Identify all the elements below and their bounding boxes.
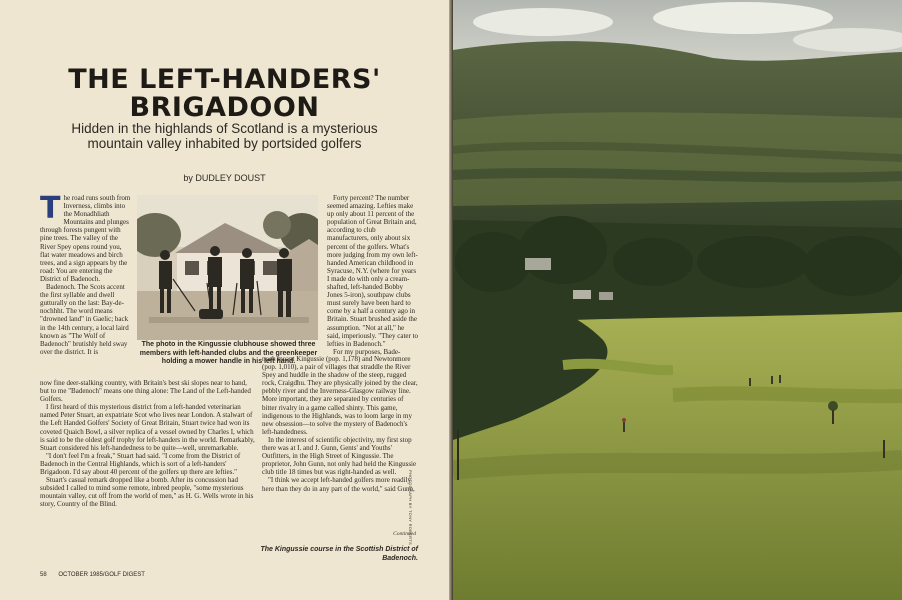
body-column-bottom-left — [40, 379, 255, 509]
golf-course-landscape — [453, 0, 902, 600]
clubhouse-photo-image — [137, 195, 318, 340]
body-paragraph: Badenoch. The Scots accent the first syllable and dwell gutturally on the last: Bay-de-nochhht. The word means "drowned land" in Gaelic; back in the 14th century, a local laird known as "The Wolf of Badenoch" brutishly held sway over the district. It is — [40, 283, 129, 356]
issue-line: OCTOBER 1985/GOLF DIGEST — [58, 572, 145, 578]
folio — [40, 572, 155, 578]
title-line-1: THE LEFT-HANDERS' — [68, 64, 381, 95]
golf-course-photo — [453, 0, 902, 600]
clubhouse-photo — [137, 195, 318, 340]
drop-cap: T — [40, 191, 61, 226]
body-paragraph: Forty percent? The number seemed amazing. Lefties make up only about 11 percent of the population of Great Britain and, according to club manufacturers, only about six percent of the golfers. What's more judging from my own left-handed American childhood in Syracuse, N.Y. (where for years I made do with only a cream-shafted, left-handed Bobby Jones 5-iron), southpaw clubs must surely have been hard to come by a half a century ago in Britain. Stuart brushed aside the assumption. "Not at all," he said, imperiously. "They cater to lefties in Badenoch." — [327, 194, 419, 348]
first-paragraph-text: he road runs south from Inverness, climbs into the Monadhliath Mountains and plunges through forests pungent with pine trees. The valley of the River Spey opens round you, flat water meadows and birch trees, and a sign appears by the road: You are entering the District of Badenoch. — [40, 194, 131, 283]
first-paragraph — [40, 191, 132, 283]
title-line-2: BRIGADOON — [129, 92, 320, 123]
body-paragraph: now fine deer-stalking country, with Britain's best ski slopes near to hand, but to me "Badenoch" means one thing alone: The Land of the Left-handed Golfers. — [40, 379, 251, 404]
body-paragraph: In the interest of scientific objectivity, my first stop there was at I. and J. Gunn, Gents' and Youths' Outfitters, in the High Street of Kingussie. The proprietor, John Gunn, not only had held the Kingussie club title 18 times but was right-handed as well. — [262, 435, 417, 477]
course-caption: The Kingussie course in the Scottish District of Badenoch. — [260, 546, 418, 562]
body-column-right — [327, 194, 419, 356]
body-column-bottom-right — [262, 355, 418, 493]
body-paragraph: Stuart's casual remark dropped like a bomb. After its concussion had subsided I called to mind some remote, inbred people, "some mysterious mountain valley, cut off from the world of men," as H. G. Wells wrote in his story, Country of the Blind. — [40, 476, 254, 509]
page-number: 58 — [40, 572, 47, 578]
article-subtitle: Hidden in the highlands of Scotland is a mysterious mountain valley inhabited by portsided golfers — [71, 121, 378, 151]
left-page — [0, 0, 449, 600]
body-paragraph: "I think we accept left-handed golfers more readily here than they do in any part of the world," said Gunn, — [262, 476, 415, 493]
byline: by DUDLEY DOUST — [183, 173, 266, 183]
photo-caption: The photo in the Kingussie clubhouse showed three members with left-handed clubs and the greenkeeper holding a mower handle in his left hand. — [139, 341, 318, 365]
photo-credit: PHOTOGRAPH BY TONY ROBERTS — [408, 470, 413, 545]
body-paragraph: noch meant Kingussie (pop. 1,178) and Newtonmore (pop. 1,010), a pair of villages that straddle the River Spey and huddle in the shadow of the steep, rugged rock, Craigdhu. They are physically joined by the clear, pebbly river and the Inverness-Glasgow railway line. More important, they are separated by centuries of bitter rivalry in a game called shinty. This game, indigenous to the Highlands, was to loom large in my new obsession—to solve the mystery of Badenoch's left-handedness. — [262, 355, 418, 436]
body-column-left — [40, 191, 132, 356]
article-title — [0, 66, 449, 122]
body-paragraph: "I don't feel I'm a freak," Stuart had said. "I come from the District of Badenoch in the Central Highlands, which is sort of a left-handers' Brigadoon. I'd say about 40 percent of the golfers up there are lefties." — [40, 451, 241, 477]
continued-label: Continued — [393, 531, 416, 537]
body-paragraph: For my purposes, Bade- — [333, 347, 401, 356]
body-paragraph: I first heard of this mysterious district from a left-handed veterinarian named Peter Stuart, an expatriate Scot who lives near London. A stalwart of the Left Handed Golfers' Society of Great Britain, Stuart twice had won its coveted Quaich Bowl, a silver replica of a vessel owned by Charles I, which is said to be the oldest golf trophy for left-handers in the world. Remarkably, Stuart considered his left-handedness to be quite—well, unremarkable. — [40, 403, 255, 452]
